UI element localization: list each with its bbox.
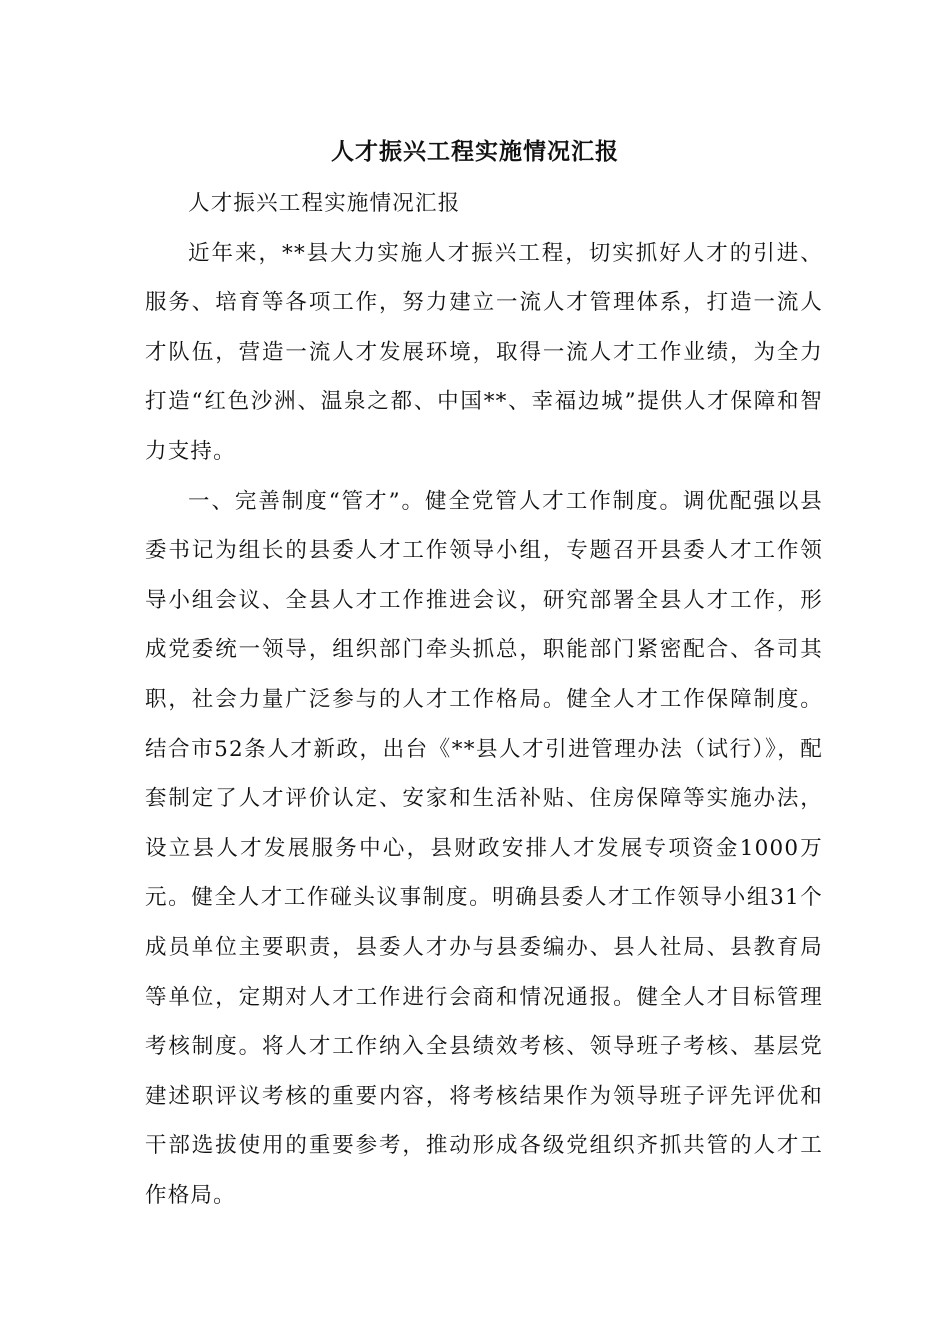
document-title: 人才振兴工程实施情况汇报 [331, 138, 619, 165]
paragraph-section-1: 一、完善制度“管才”。健全党管人才工作制度。调优配强以县委书记为组长的县委人才工作领导小组，专题召开县委人才工作领导小组会议、全县人才工作推进会议，研究部署全县人才工作，形成党委统一领导，组织部门牵头抓总，职能部门紧密配合、各司其职，社会力量广泛参与的人才工作格局。健全人才工作保障制度。结合市52条人才新政，出台《**县人才引进管理办法（试行）》，配套制定了人才评价认定、安家和生活补贴、住房保障等实施办法，设立县人才发展服务中心，县财政安排人才发展专项资金1000万元。健全人才工作碰头议事制度。明确县委人才工作领导小组31个成员单位主要职责，县委人才办与县委编办、县人社局、县教育局等单位，定期对人才工作进行会商和情况通报。健全人才目标管理考核制度。将人才工作纳入全县绩效考核、领导班子考核、基层党建述职评议考核的重要内容，将考核结果作为领导班子评先评优和干部选拔使用的重要参考，推动形成各级党组织齐抓共管的人才工作格局。 [145, 488, 823, 1208]
document-body [145, 179, 823, 1220]
paragraph-intro: 近年来，**县大力实施人才振兴工程，切实抓好人才的引进、服务、培育等各项工作，努力建立一流人才管理体系，打造一流人才队伍，营造一流人才发展环境，取得一流人才工作业绩，为全力打造“红色沙洲、温泉之都、中国**、幸福边城”提供人才保障和智力支持。 [145, 240, 823, 464]
paragraph-subtitle: 人才振兴工程实施情况汇报 [188, 191, 461, 216]
